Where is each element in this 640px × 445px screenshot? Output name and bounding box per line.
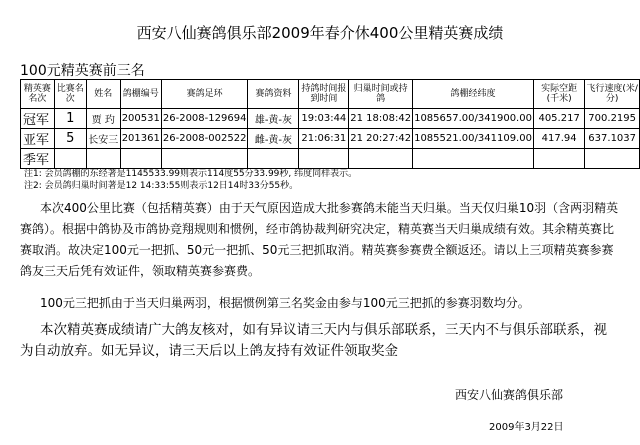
rank-cell: 亚军 <box>21 129 55 149</box>
distance-cell: 417.94 <box>533 129 584 149</box>
coords-cell <box>413 149 534 169</box>
paragraph-cancellation: 本次400公里比赛（包括精英赛）由于天气原因造成大批参赛鸽未能当天归巢。当天仅归巢10羽（含两羽精英赛鸽）。根据中鸽协及市鸽协竞翔规则和惯例，经市鸽协裁判研究决定，精英赛当天归巢成绩有效。其余精英赛比赛取消。故决定100元一把抓、50元一把抓、50元三把抓取消。精英赛参赛费全额返还。请以上三项精英赛参赛鸽友三天后凭有效证件，领取精英赛参赛费。 <box>20 201 619 278</box>
page-title: 西安八仙赛鸽俱乐部2009年春介休400公里精英赛成绩 <box>136 24 504 42</box>
speed-cell: 700.2195 <box>585 109 640 129</box>
header-cell: 归巢时间或持鸽 <box>349 80 413 109</box>
name-cell: 长安三 <box>86 129 120 149</box>
arrival-cell: 21 20:27:42 <box>349 129 413 149</box>
note-1: 注1: 会员鸽棚的东经著是1145533.99则表示114度55分33.99秒, 纬度同样表示。 <box>24 169 358 179</box>
loft-cell: 200531 <box>120 109 161 129</box>
paragraph-prize: 100元三把抓由于当天归巢两羽，根据惯例第三名奖金由参与100元三把抓的参赛羽数均分。 <box>40 296 530 310</box>
rank-cell: 季军 <box>21 149 55 169</box>
header-cell: 精英赛名次 <box>21 80 55 109</box>
loft-cell: 201361 <box>120 129 161 149</box>
speed-cell: 637.1037 <box>585 129 640 149</box>
signature: 西安八仙赛鸽俱乐部 <box>455 388 564 402</box>
arrival-cell <box>349 149 413 169</box>
speed-cell <box>585 149 640 169</box>
distance-cell: 405.217 <box>533 109 584 129</box>
report-cell: 19:03:44 <box>299 109 349 129</box>
header-cell: 实际空距(千米) <box>533 80 584 109</box>
header-cell: 飞行速度(米/分) <box>585 80 640 109</box>
header-cell: 赛鸽资料 <box>248 80 299 109</box>
header-cell: 比赛名次 <box>54 80 86 109</box>
place-cell: 5 <box>54 129 86 149</box>
header-cell: 鸽棚编号 <box>120 80 161 109</box>
date: 2009年3月22日 <box>489 422 564 433</box>
ring-cell: 26-2008-002522 <box>161 129 248 149</box>
info-cell: 雌-黄-灰 <box>248 129 299 149</box>
coords-cell: 1085521.00/341109.00 <box>413 129 534 149</box>
header-cell: 持鸽时间报到时间 <box>299 80 349 109</box>
place-cell: 1 <box>54 109 86 129</box>
header-cell: 鸽棚经纬度 <box>413 80 534 109</box>
rank-cell: 冠军 <box>21 109 55 129</box>
name-cell: 贾 玓 <box>86 109 120 129</box>
header-cell: 姓名 <box>86 80 120 109</box>
arrival-cell: 21 18:08:42 <box>349 109 413 129</box>
note-2: 注2: 会员鸽归巢时间著是12 14:33:55则表示12日14时33分55秒。 <box>24 181 299 191</box>
table-row <box>21 129 640 149</box>
results-table <box>20 79 640 169</box>
header-cell: 赛鸽足环 <box>161 80 248 109</box>
paragraph-verification: 本次精英赛成绩请广大鸽友核对，如有异议请三天内与俱乐部联系，三天内不与俱乐部联系，视为自动放弃。如无异议，请三天后以上鸽友持有效证件领取奖金 <box>20 322 607 359</box>
coords-cell: 1085657.00/341900.00 <box>413 109 534 129</box>
ring-cell: 26-2008-129694 <box>161 109 248 129</box>
info-cell: 雄-黄-灰 <box>248 109 299 129</box>
distance-cell <box>533 149 584 169</box>
table-header-row <box>21 80 640 109</box>
report-cell: 21:06:31 <box>299 129 349 149</box>
table-row <box>21 109 640 129</box>
subtitle: 100元精英赛前三名 <box>20 63 145 79</box>
